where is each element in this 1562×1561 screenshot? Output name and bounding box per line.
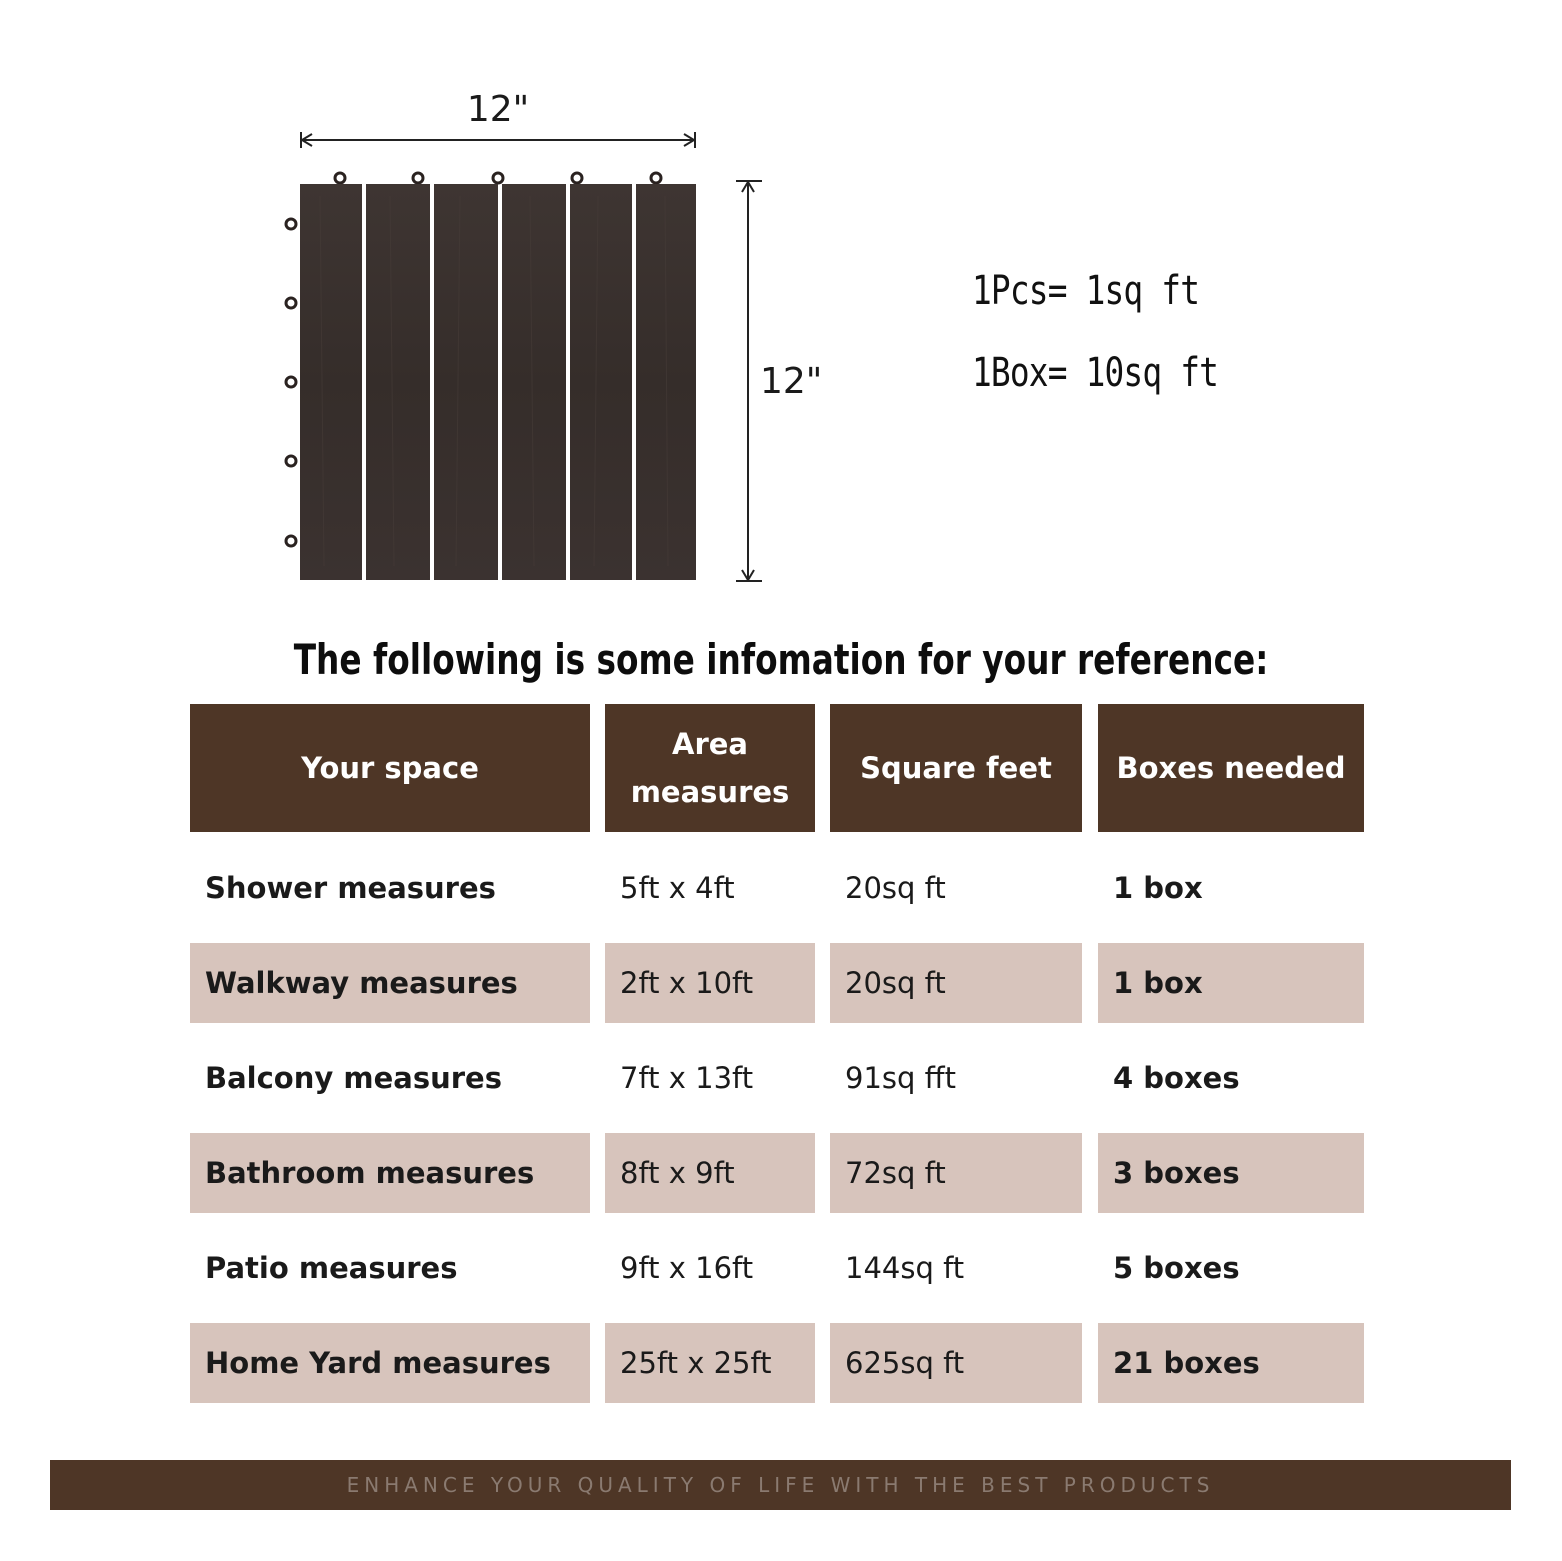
area-cell: 8ft x 9ft [605, 1133, 815, 1213]
boxes-cell: 1 box [1098, 943, 1364, 1023]
sqft-cell: 91sq fft [845, 1061, 956, 1095]
sqft-cell: 20sq ft [830, 943, 1082, 1023]
boxes-cell: 3 boxes [1098, 1133, 1364, 1213]
width-dimension [300, 88, 696, 148]
header-boxes-needed: Boxes needed [1098, 704, 1364, 832]
height-arrow-icon [732, 180, 762, 584]
space-cell: Home Yard measures [190, 1323, 590, 1403]
header-square-feet: Square feet [830, 704, 1082, 832]
deck-tile-image [280, 166, 700, 586]
boxes-cell: 1 box [1113, 871, 1203, 905]
reference-heading: The following is some infomation for your reference: [293, 635, 1269, 684]
sqft-cell: 72sq ft [830, 1133, 1082, 1213]
space-cell: Shower measures [205, 871, 496, 905]
area-cell: 7ft x 13ft [620, 1061, 754, 1095]
table-row [0, 1038, 1562, 1118]
boxes-cell: 21 boxes [1098, 1323, 1364, 1403]
footer-slogan: ENHANCE YOUR QUALITY OF LIFE WITH THE BEST PRODUCTS [346, 1473, 1215, 1497]
area-cell: 2ft x 10ft [605, 943, 815, 1023]
table-row [0, 1133, 1562, 1213]
header-area-measures: Area measures [605, 704, 815, 832]
sqft-cell: 625sq ft [830, 1323, 1082, 1403]
table-row [0, 1228, 1562, 1308]
width-label: 12" [466, 89, 530, 130]
header-your-space: Your space [190, 704, 590, 832]
boxes-cell: 4 boxes [1113, 1061, 1240, 1095]
area-cell: 5ft x 4ft [620, 871, 735, 905]
sqft-cell: 144sq ft [845, 1251, 965, 1285]
area-cell: 25ft x 25ft [605, 1323, 815, 1403]
footer-banner [50, 1460, 1511, 1510]
sqft-cell: 20sq ft [845, 871, 946, 905]
boxes-cell: 5 boxes [1113, 1251, 1240, 1285]
box-spec: 1Box= 10sq ft [972, 350, 1219, 396]
space-cell: Bathroom measures [190, 1133, 590, 1213]
table-row [0, 848, 1562, 928]
width-arrow-icon [300, 132, 696, 148]
height-label: 12" [760, 361, 823, 402]
area-cell: 9ft x 16ft [620, 1251, 754, 1285]
space-cell: Walkway measures [190, 943, 590, 1023]
table-row [0, 1323, 1562, 1403]
space-cell: Balcony measures [205, 1061, 502, 1095]
space-cell: Patio measures [205, 1251, 458, 1285]
table-row [0, 943, 1562, 1023]
piece-spec: 1Pcs= 1sq ft [972, 268, 1200, 314]
